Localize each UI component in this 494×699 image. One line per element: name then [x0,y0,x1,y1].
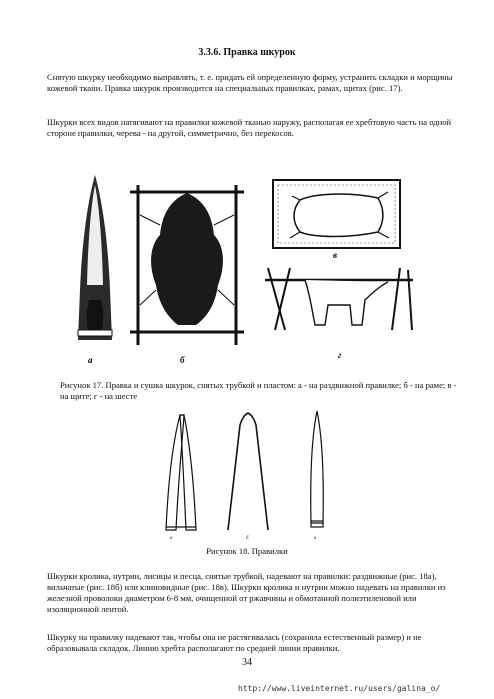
figure-17a-sliding-stretcher [78,175,112,365]
paragraph-2: Шкурки всех видов натягивают на правилки кожевой тканью наружу, располагая ее хребтовую часть на одной стороне правилки, черева - на другой, симметрично, без перекосов. [47,117,452,138]
figure-18v-label: в [314,536,317,541]
figure-17b-label: б [180,355,185,365]
figure-18v-wedge-stretcher [311,411,324,541]
figure-17g-label: г [338,350,342,360]
figure-18-illustration [0,405,494,555]
figure-17b-frame [130,185,244,365]
figure-18a-label: а [170,536,173,541]
figure-18-caption: Рисунок 18. Правилки [206,546,288,556]
watermark-url: http://www.liveinternet.ru/users/galina_o/ [238,684,441,693]
figure-18b-forked-stretcher [228,413,268,541]
section-title: 3.3.6. Правка шкурок [198,47,296,58]
figure-17a-label: а [88,355,93,365]
paragraph-1: Снятую шкурку необходимо выправлять, т. е. придать ей определенную форму, устранить складки и морщины кожевой ткани. Правка шкурок производится на специальных правилках, рамах, щитах (рис. 17). [47,72,453,93]
figure-18a-sliding-stretcher [166,415,196,541]
page-number: 34 [242,657,252,668]
figure-17g-pole [265,268,413,360]
paragraph-4: Шкурку на правилку надевают так, чтобы она не растягивалась (сохраняла естественный размер) и не образовывала складок. Линию хребта располагают по средней линии правилки. [47,632,422,653]
figure-17-caption: Рисунок 17. Правка и сушка шкурок, снятых трубкой и пластом: а - на раздвижной правилке; б - на раме; в - на щите; г - на шесте [60,380,457,401]
paragraph-3: Шкурки кролика, нутрии, лисицы и песца, снятые трубкой, надевают на правилки: раздвижные (рис. 18а), вильчатые (рис. 18б) или клиновидные (рис. 18в). Шкурки кролика и нутрии можно надевать на правилки из железной проволоки диаметром 6-8 мм, очищенной от ржавчины и обмотанной полиэтиленовой или изоляционной лентой. [47,571,446,614]
figure-17v-board [273,180,400,260]
figure-17v-label: в [333,250,338,260]
figure-18b-label: б [246,536,249,541]
